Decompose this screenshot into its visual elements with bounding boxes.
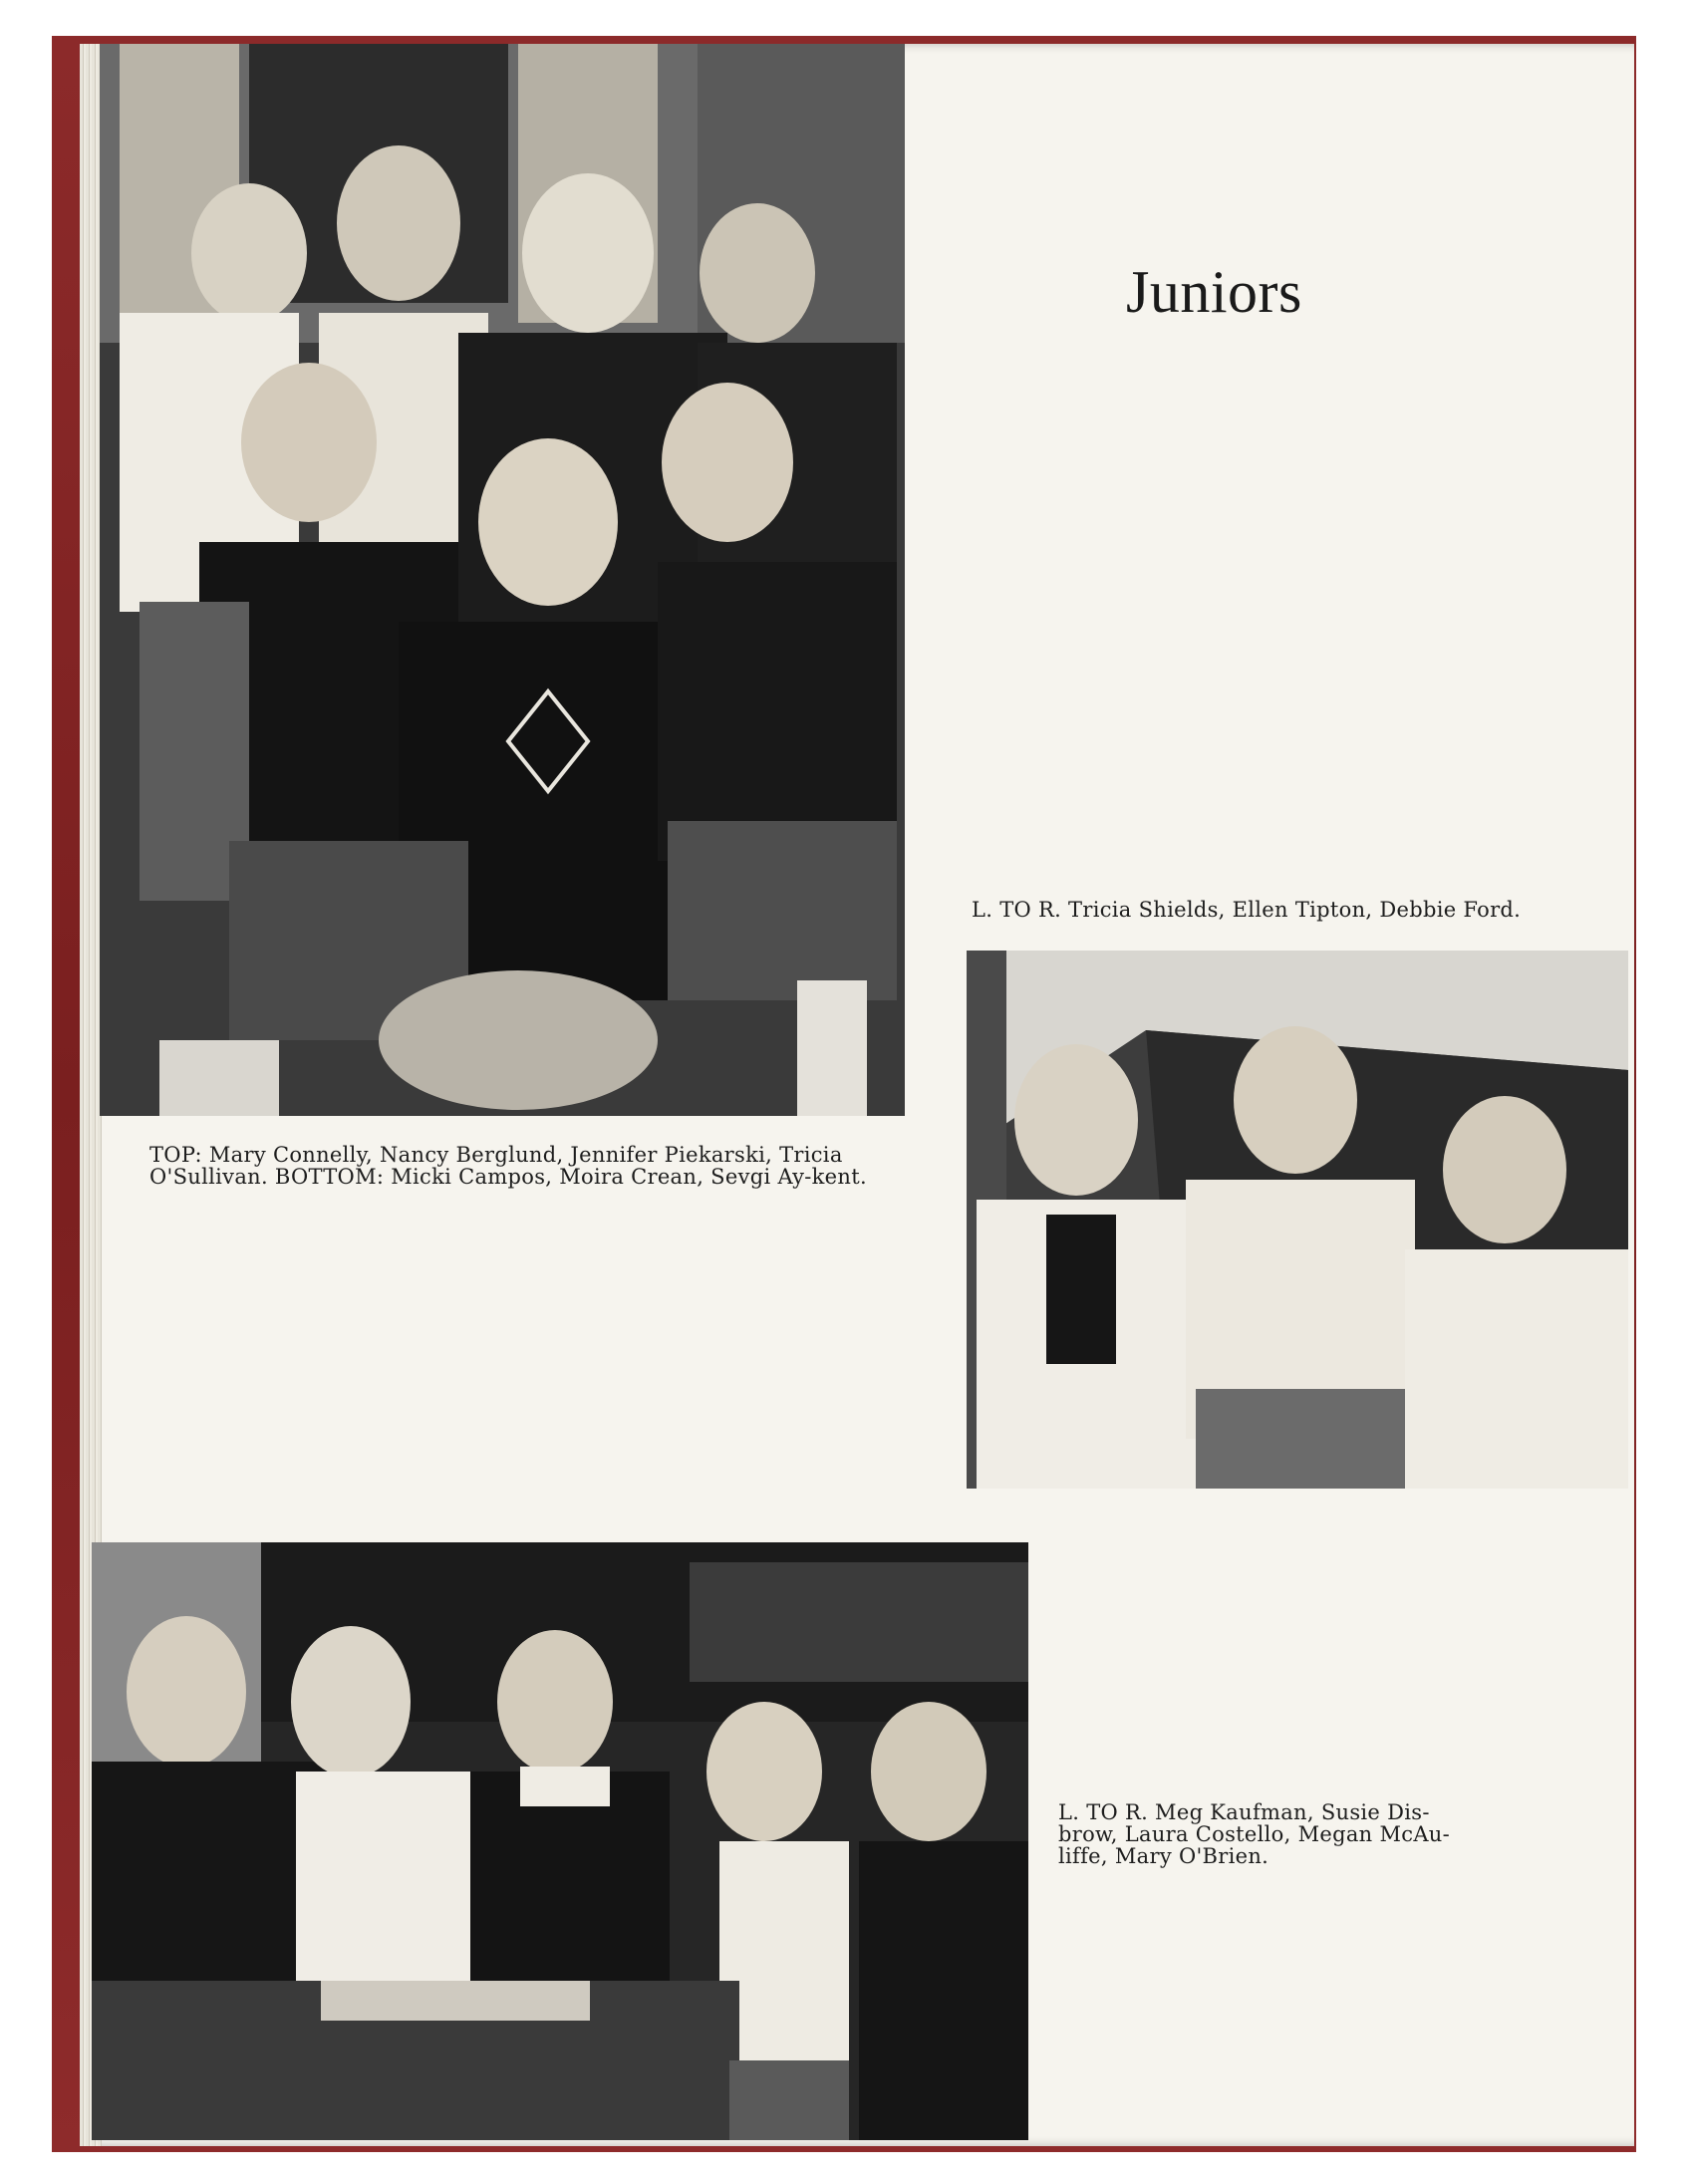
caption-bottom-left-photo: [1058, 1801, 1487, 1867]
photo-bottom-left-group: [92, 1542, 1028, 2140]
caption-bottom-left-text: L. TO R. Meg Kaufman, Susie Dis-brow, Laura Costello, Megan McAu-liffe, Mary O'Brien.: [1058, 1800, 1451, 1868]
caption-right-photo: [972, 899, 1609, 921]
photo-top-left-group: [100, 44, 905, 1116]
page-title: Juniors: [1126, 259, 1302, 325]
caption-right-text: L. TO R. Tricia Shields, Ellen Tipton, Debbie Ford.: [972, 898, 1522, 922]
photo-right-trio: [967, 951, 1628, 1489]
caption-top-left-photo: [149, 1144, 887, 1188]
caption-top-left-text: TOP: Mary Connelly, Nancy Berglund, Jennifer Piekarski, Tricia O'Sullivan. BOTTOM: Micki Campos, Moira Crean, Sevgi Ay-kent.: [149, 1143, 867, 1189]
